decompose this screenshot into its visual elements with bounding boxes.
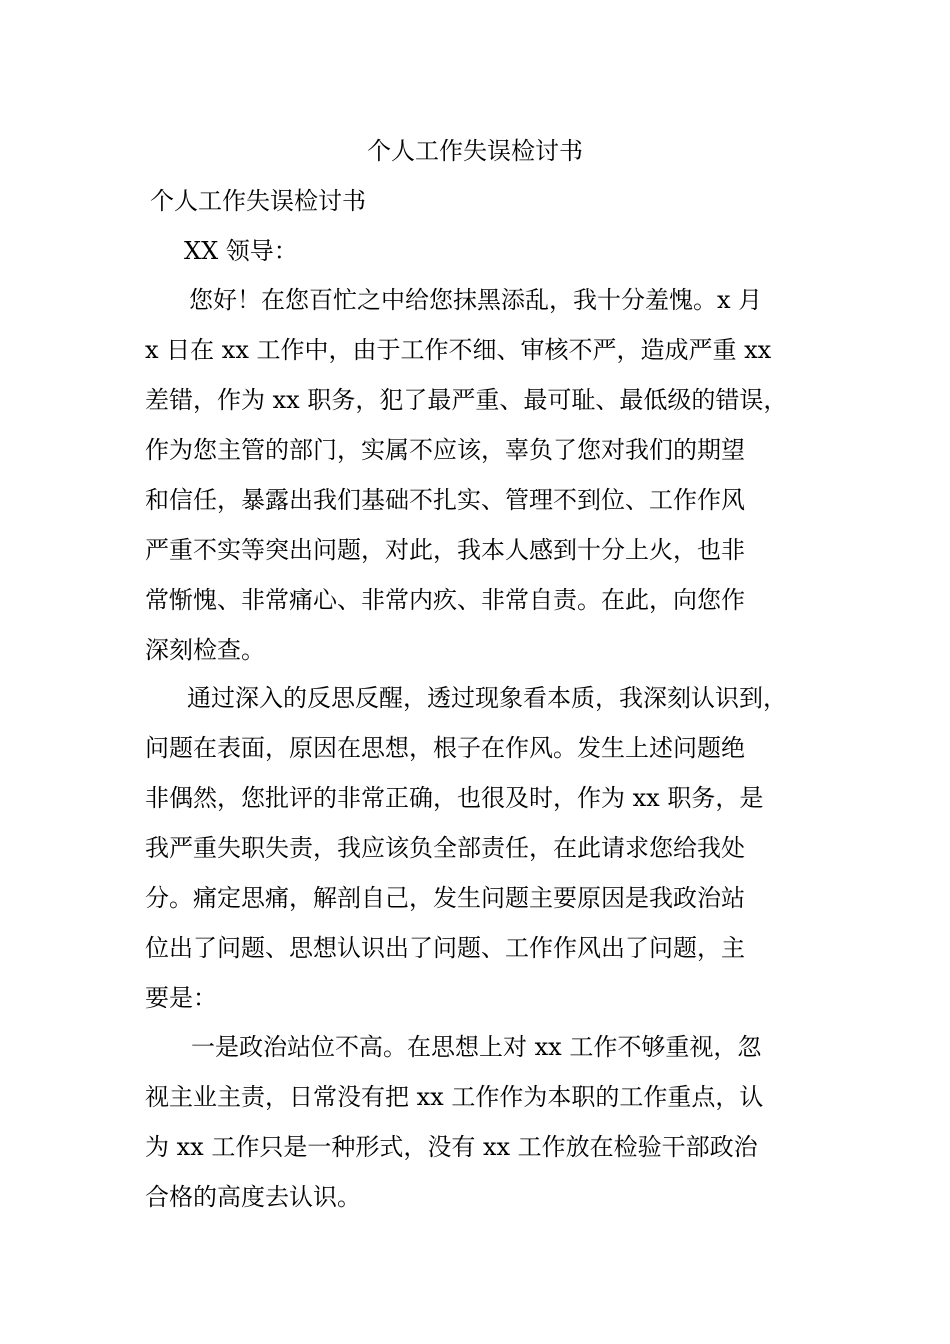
document-title: 个人工作失误检讨书 — [367, 137, 583, 165]
paragraph-line: 差错，作为 xx 职务，犯了最严重、最可耻、最低级的错误， — [145, 386, 788, 414]
paragraph-line: 合格的高度去认识。 — [145, 1183, 361, 1211]
paragraph-line: 位出了问题、思想认识出了问题、工作作风出了问题，主 — [145, 934, 745, 962]
paragraph-line: 为 xx 工作只是一种形式，没有 xx 工作放在检验干部政治 — [145, 1133, 758, 1161]
paragraph-greeting — [145, 275, 825, 675]
paragraph-line: 一是政治站位不高。在思想上对 xx 工作不够重视，忽 — [191, 1033, 762, 1061]
paragraph-line: 分。痛定思痛，解剖自己，发生问题主要原因是我政治站 — [145, 884, 745, 912]
paragraph-line: 和信任，暴露出我们基础不扎实、管理不到位、工作作风 — [145, 486, 745, 514]
paragraph-line: 要是： — [145, 984, 217, 1012]
paragraph-line: 我严重失职失责，我应该负全部责任，在此请求您给我处 — [145, 834, 745, 862]
paragraph-line: 严重不实等突出问题，对此，我本人感到十分上火，也非 — [145, 536, 745, 564]
paragraph-line: 通过深入的反思反醒，透过现象看本质，我深刻认识到， — [187, 684, 787, 712]
paragraph-line: 您好！在您百忙之中给您抹黑添乱，我十分羞愧。x 月 — [189, 286, 763, 314]
paragraph-line: x 日在 xx 工作中，由于工作不细、审核不严，造成严重 xx — [145, 336, 772, 364]
paragraph-line: 问题在表面，原因在思想，根子在作风。发生上述问题绝 — [145, 734, 745, 762]
paragraph-line: 深刻检查。 — [145, 636, 265, 664]
paragraph-line: 视主业主责，日常没有把 xx 工作作为本职的工作重点，认 — [145, 1083, 764, 1111]
document-subtitle: 个人工作失误检讨书 — [150, 187, 366, 215]
paragraph-point-one — [145, 1022, 825, 1222]
paragraph-reflection — [145, 673, 825, 1023]
paragraph-line: 作为您主管的部门，实属不应该，辜负了您对我们的期望 — [145, 436, 745, 464]
paragraph-line: 非偶然，您批评的非常正确，也很及时，作为 xx 职务，是 — [145, 784, 764, 812]
paragraph-line: 常惭愧、非常痛心、非常内疚、非常自责。在此，向您作 — [145, 586, 745, 614]
salutation: XX 领导： — [184, 237, 298, 265]
